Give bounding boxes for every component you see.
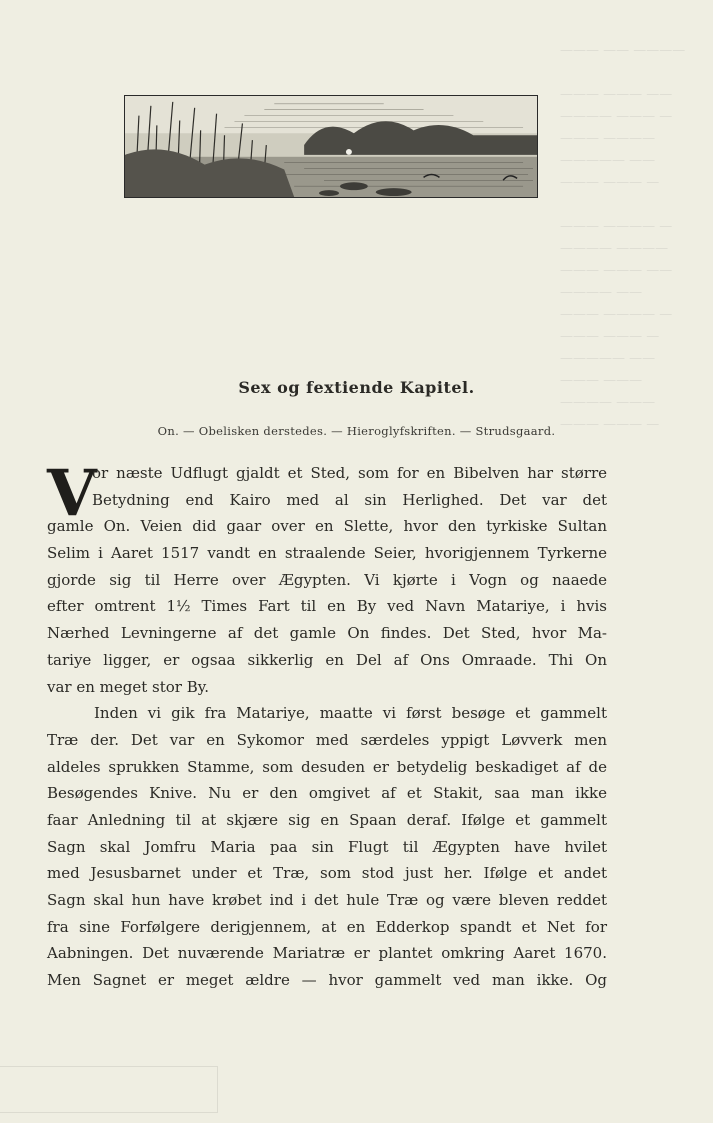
text-line: Besøgendes Knive. Nu er den omgivet af et Stakit, saa man ikke <box>47 784 607 803</box>
text-line: Træ der. Det var en Sykomor med særdeles yppigt Løvverk men <box>47 730 607 749</box>
text-line: efter omtrent 1½ Times Fart til en By ved Navn Matariye, i hvis <box>47 597 607 616</box>
paragraph-2 <box>47 700 607 994</box>
text-line: faar Anledning til at skjære sig en Spaan deraf. Ifølge et gammelt <box>47 810 607 829</box>
text-line: Sagn skal Jomfru Maria paa sin Flugt til Ægypten have hvilet <box>47 837 607 856</box>
text-line: aldeles sprukken Stamme, som desuden er betydelig beskadiget af de <box>47 757 607 776</box>
text-line: Aabningen. Det nuværende Mariatræ er plantet omkring Aaret 1670. <box>47 944 607 963</box>
text-line: tariye ligger, er ogsaa sikkerlig en Del af Ons Omraade. Thi On <box>47 650 607 669</box>
chapter-title: Sex og fextiende Kapitel. <box>238 378 475 397</box>
text-line: gamle On. Veien did gaar over en Slette, hvor den tyrkiske Sultan <box>47 517 607 536</box>
marsh-landscape-illustration <box>124 95 538 198</box>
paragraph-1 <box>47 456 607 700</box>
text-line: Betydning end Kairo med al sin Herlighed. Det var det <box>92 490 607 509</box>
text-line: Selim i Aaret 1517 vandt en straalende Seier, hvorigjennem Tyrkerne <box>47 544 607 563</box>
text-line: Men Sagnet er meget ældre — hvor gammelt ved man ikke. Og <box>47 971 607 990</box>
chapter-body-text <box>47 456 607 994</box>
text-line: Inden vi gik fra Matariye, maatte vi først besøge et gammelt <box>94 704 607 723</box>
page-edge-mark <box>0 1066 218 1113</box>
text-line: Sagn skal hun have krøbet ind i det hule Træ og være bleven reddet <box>47 891 607 909</box>
text-line: gjorde sig til Herre over Ægypten. Vi kjørte i Vogn og naaede <box>47 570 607 589</box>
drop-cap-initial: V <box>47 456 97 531</box>
text-line: med Jesusbarnet under et Træ, som stod just her. Ifølge et andet <box>47 864 607 883</box>
bleed-through-text: ——— —— ———— ——— ——— —— ———— ——— — ——— ———— ————— —— ——— ——— — ——— ———— — ———— ———— ——— ——— —— ———— —— ——— ———— — ——— ——— — ————— —— ——— ——— ———— ——— ——— ——— — <box>560 43 686 432</box>
text-line: Nærhed Levningerne af det gamle On findes. Det Sted, hvor Ma- <box>47 624 607 643</box>
engraving-image <box>125 96 537 197</box>
text-line: var en meget stor By. <box>47 677 210 696</box>
text-line: or næste Udflugt gjaldt et Sted, som for en Bibelven har større <box>92 464 607 482</box>
chapter-summary: On. — Obelisken derstedes. — Hieroglyfskriften. — Strudsgaard. <box>157 424 556 438</box>
text-line: fra sine Forfølgere derigjennem, at en Edderkop spandt et Net for <box>47 917 607 936</box>
